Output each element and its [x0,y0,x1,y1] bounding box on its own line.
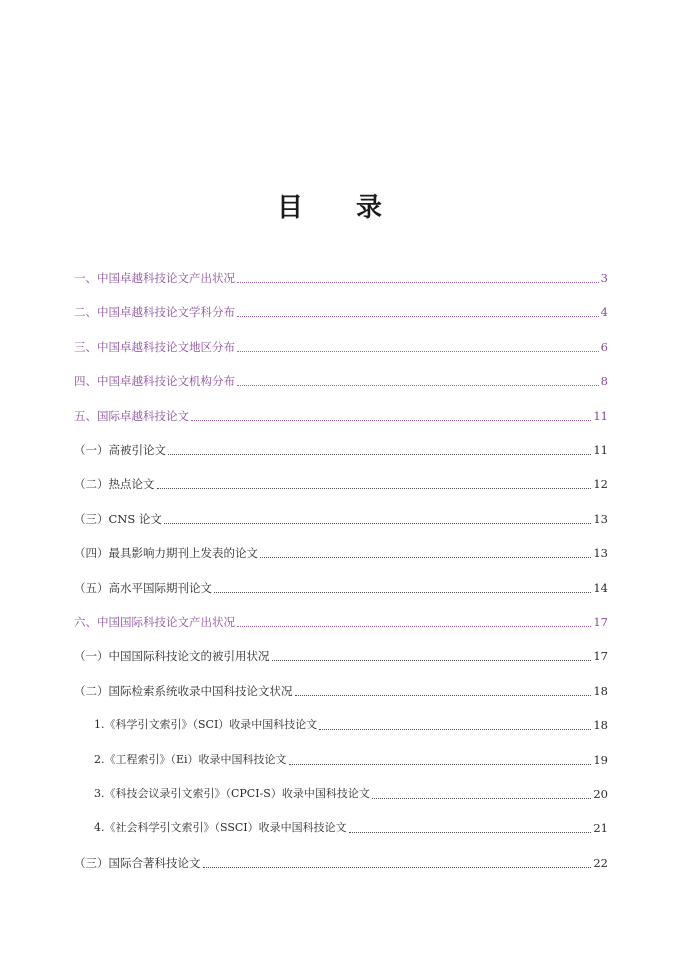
toc-entry[interactable] [74,507,608,527]
toc-dot-leader [237,316,599,317]
toc-dot-leader [260,557,591,558]
toc-entry-page-number: 17 [593,649,608,663]
toc-dot-leader [349,832,592,833]
toc-dot-leader [237,351,599,352]
toc-entry[interactable] [74,679,608,699]
toc-dot-leader [203,867,592,868]
toc-entry-label: （一）高被引论文 [74,443,166,457]
toc-entry-page-number: 13 [593,546,608,560]
toc-entry-page-number: 20 [593,787,608,801]
toc-entry-label: 五、国际卓越科技论文 [74,409,189,423]
toc-entry-label: 4.《社会科学引文索引》（SSCI）收录中国科技论文 [94,821,347,834]
toc-entry-page-number: 18 [593,684,608,698]
toc-entry-page-number: 22 [593,856,608,870]
toc-entry-page-number: 13 [593,512,608,526]
page-title: 目 录 [276,193,405,223]
toc-entry-label: （一）中国国际科技论文的被引用状况 [74,649,270,663]
toc-entry-page-number: 18 [593,718,608,732]
toc-entry[interactable] [74,266,608,286]
toc-entry-label: 三、中国卓越科技论文地区分布 [74,340,235,354]
toc-entry-label: （二）国际检索系统收录中国科技论文状况 [74,684,293,698]
toc-entry[interactable] [94,748,608,768]
toc-entry-page-number: 8 [600,374,608,388]
toc-entry-page-number: 4 [600,305,608,319]
toc-entry[interactable] [74,472,608,492]
toc-entry-label: 四、中国卓越科技论文机构分布 [74,374,235,388]
toc-entry[interactable] [94,782,608,802]
toc-entry[interactable] [74,576,608,596]
toc-entry-page-number: 11 [593,443,608,457]
toc-entry[interactable] [74,851,608,871]
toc-entry-label: （三）国际合著科技论文 [74,856,201,870]
toc-entry-label: （四）最具影响力期刊上发表的论文 [74,546,258,560]
toc-entry-label: （三）CNS 论文 [74,512,162,526]
toc-entry[interactable] [74,404,608,424]
toc-entry-page-number: 6 [600,340,608,354]
toc-dot-leader [237,282,599,283]
toc-entry-page-number: 11 [593,409,608,423]
toc-entry-label: （五）高水平国际期刊论文 [74,581,212,595]
toc-entry-page-number: 3 [600,271,608,285]
toc-dot-leader [272,660,592,661]
toc-entry-page-number: 21 [593,821,608,835]
toc-entry[interactable] [94,713,608,733]
toc-dot-leader [237,626,591,627]
toc-entry-label: 1.《科学引文索引》（SCI）收录中国科技论文 [94,718,318,731]
toc-entry[interactable] [74,335,608,355]
toc-dot-leader [295,695,592,696]
toc-dot-leader [319,729,591,730]
toc-dot-leader [237,385,599,386]
toc-entry[interactable] [74,541,608,561]
toc-entry-label: 二、中国卓越科技论文学科分布 [74,305,235,319]
toc-entry[interactable] [74,644,608,664]
toc-entry-page-number: 12 [593,477,608,491]
toc-entry-label: 2.《工程索引》（Ei）收录中国科技论文 [94,753,287,766]
toc-dot-leader [157,488,592,489]
toc-entry[interactable] [74,300,608,320]
toc-entry-page-number: 14 [593,581,608,595]
toc-entry-label: 六、中国国际科技论文产出状况 [74,615,235,629]
toc-dot-leader [164,523,591,524]
toc-entry-label: 一、中国卓越科技论文产出状况 [74,271,235,285]
toc-entry-label: 3.《科技会议录引文索引》（CPCI-S）收录中国科技论文 [94,787,370,800]
toc-entry[interactable] [94,816,608,836]
toc-dot-leader [372,798,592,799]
toc-entry[interactable] [74,438,608,458]
toc-entry-page-number: 19 [593,753,608,767]
toc-entry-page-number: 17 [593,615,608,629]
toc-dot-leader [214,592,591,593]
toc-entry[interactable] [74,610,608,630]
toc-dot-leader [168,454,591,455]
toc-entry-label: （二）热点论文 [74,477,155,491]
toc-dot-leader [191,420,591,421]
toc-dot-leader [289,764,592,765]
toc-entry[interactable] [74,369,608,389]
